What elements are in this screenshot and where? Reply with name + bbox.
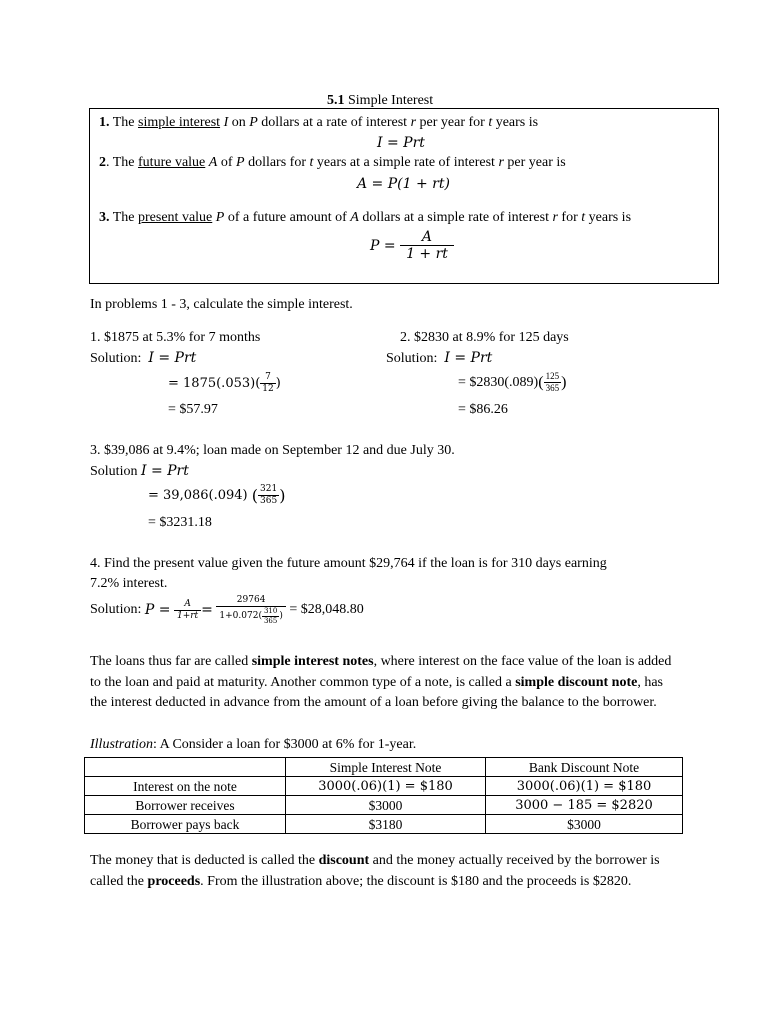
table-cell: $3000 (286, 796, 486, 815)
problem-2-statement: 2. $2830 at 8.9% for 125 days (400, 330, 569, 345)
problems-intro: In problems 1 - 3, calculate the simple interest. (90, 297, 353, 312)
problem-2-solution: Solution: I = Prt (386, 350, 493, 366)
problem-2-step: = $2830(.089) ( $\frac{125}{365}$ ) (458, 371, 567, 393)
table-row (85, 815, 683, 834)
formula-present-value: P = $\frac{A}{1 + rt}$ (370, 230, 454, 261)
formula-future-value: A = P(1 + rt) (357, 176, 450, 192)
problem-1-solution: Solution: I = Prt (90, 350, 197, 366)
table-header-cell: Bank Discount Note (486, 758, 683, 777)
table-cell: $3180 (286, 815, 486, 834)
problem-4-statement-line1: 4. Find the present value given the future amount $29,764 if the loan is for 310 days earning (90, 556, 607, 571)
problem-1-result: = $57.97 (168, 402, 218, 417)
problem-3-step: = 39,086(.094) ( $\frac{321}{365}$ ) (148, 484, 286, 506)
table-row (85, 777, 683, 796)
paragraph-notes: The loans thus far are called simple interest notes, where interest on the face value of the loan is added to the loan and paid at maturity. Another common type of a note, is called a simple discount note, has the interest deducted in advance from the amount of a loan before giving the balance to the borrower. (90, 654, 672, 710)
table-cell: Interest on the note (85, 777, 286, 796)
table-header-cell: Simple Interest Note (286, 758, 486, 777)
table-cell: $3000 (486, 815, 683, 834)
illustration-caption: Illustration: A Consider a loan for $3000 at 6% for 1-year. (90, 737, 417, 752)
table-cell: 3000(.06)(1) = $180 (486, 777, 683, 796)
formula-simple-interest: I = Prt (377, 135, 425, 151)
table-cell: Borrower receives (85, 796, 286, 815)
section-title: 5.1 Simple Interest (327, 93, 434, 108)
problem-1-step: = 1875(.053)( $\frac{7}{12}$ ) (168, 372, 281, 394)
table-cell: Borrower pays back (85, 815, 286, 834)
paragraph-discount: The money that is deducted is called the discount and the money actually received by the borrower is called the proceeds. From the illustration above; the discount is $180 and the proceeds is $2820. (90, 853, 660, 889)
table-row (85, 796, 683, 815)
definition-2: 2. The future value A of P dollars for t years at a simple rate of interest r per year is (99, 155, 566, 170)
definition-1: 1. The simple interest I on P dollars at a rate of interest r per year for t years is (99, 115, 539, 130)
table-header-cell (85, 758, 286, 777)
problem-3-result: = $3231.18 (148, 515, 212, 530)
problem-1-statement: 1. $1875 at 5.3% for 7 months (90, 330, 261, 345)
problem-4-statement-line2: 7.2% interest. (90, 576, 168, 591)
table-cell: 3000(.06)(1) = $180 (286, 777, 486, 796)
comparison-table (84, 757, 683, 834)
table-header-row (85, 758, 683, 777)
problem-3-statement: 3. $39,086 at 9.4%; loan made on September 12 and due July 30. (90, 443, 455, 458)
problem-4-solution: Solution: P = $\frac{A}{1+rt}$ = 29764 1+0.072 ( $\frac{310}{365}$ ) = $28,048.80 (90, 594, 364, 625)
problem-3-solution: Solution I = Prt (90, 463, 189, 479)
definition-3: 3. The present value P of a future amount of A dollars at a simple rate of interest r for t years is (99, 210, 632, 225)
table-cell: 3000 − 185 = $2820 (486, 796, 683, 815)
problem-2-result: = $86.26 (458, 402, 508, 417)
